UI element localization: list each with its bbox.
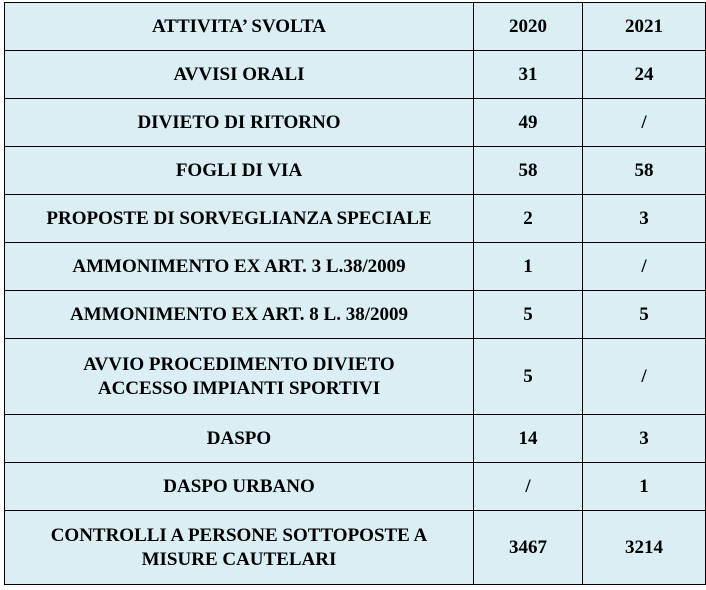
value-2021-cell: 3214 bbox=[583, 511, 706, 585]
header-activity: ATTIVITA’ SVOLTA bbox=[5, 3, 474, 51]
value-2020-cell: 1 bbox=[474, 243, 583, 291]
value-2020-cell: 5 bbox=[474, 339, 583, 415]
activity-cell: AMMONIMENTO EX ART. 8 L. 38/2009 bbox=[5, 291, 474, 339]
value-2020-cell: / bbox=[474, 463, 583, 511]
activity-cell: AMMONIMENTO EX ART. 3 L.38/2009 bbox=[5, 243, 474, 291]
value-2021-cell: 3 bbox=[583, 195, 706, 243]
activity-line: MISURE CAUTELARI bbox=[141, 548, 337, 570]
activity-line: ACCESSO IMPIANTI SPORTIVI bbox=[97, 377, 381, 399]
header-year-2020: 2020 bbox=[474, 3, 583, 51]
value-2021-cell: 1 bbox=[583, 463, 706, 511]
value-2020-cell: 14 bbox=[474, 415, 583, 463]
activity-cell bbox=[5, 511, 474, 585]
activity-cell: PROPOSTE DI SORVEGLIANZA SPECIALE bbox=[5, 195, 474, 243]
activity-cell: DASPO URBANO bbox=[5, 463, 474, 511]
table-row bbox=[5, 291, 706, 339]
activity-cell: DASPO bbox=[5, 415, 474, 463]
table-row bbox=[5, 195, 706, 243]
table-header-row bbox=[5, 3, 706, 51]
activity-cell bbox=[5, 339, 474, 415]
table-row bbox=[5, 99, 706, 147]
value-2020-cell: 3467 bbox=[474, 511, 583, 585]
value-2021-cell: 24 bbox=[583, 51, 706, 99]
table-row bbox=[5, 511, 706, 585]
table-row bbox=[5, 51, 706, 99]
header-year-2021: 2021 bbox=[583, 3, 706, 51]
activity-table bbox=[4, 2, 706, 585]
value-2020-cell: 58 bbox=[474, 147, 583, 195]
activity-cell: AVVISI ORALI bbox=[5, 51, 474, 99]
table-row bbox=[5, 339, 706, 415]
activity-line: CONTROLLI A PERSONE SOTTOPOSTE A bbox=[50, 524, 428, 546]
table-row bbox=[5, 463, 706, 511]
activity-cell: FOGLI DI VIA bbox=[5, 147, 474, 195]
value-2021-cell: 58 bbox=[583, 147, 706, 195]
value-2021-cell: / bbox=[583, 339, 706, 415]
value-2021-cell: 3 bbox=[583, 415, 706, 463]
value-2021-cell: 5 bbox=[583, 291, 706, 339]
activity-line: AVVIO PROCEDIMENTO DIVIETO bbox=[83, 353, 395, 375]
table-row bbox=[5, 243, 706, 291]
table-row bbox=[5, 147, 706, 195]
value-2020-cell: 2 bbox=[474, 195, 583, 243]
activity-cell: DIVIETO DI RITORNO bbox=[5, 99, 474, 147]
value-2020-cell: 49 bbox=[474, 99, 583, 147]
table-row bbox=[5, 415, 706, 463]
value-2020-cell: 31 bbox=[474, 51, 583, 99]
value-2021-cell: / bbox=[583, 99, 706, 147]
value-2021-cell: / bbox=[583, 243, 706, 291]
value-2020-cell: 5 bbox=[474, 291, 583, 339]
